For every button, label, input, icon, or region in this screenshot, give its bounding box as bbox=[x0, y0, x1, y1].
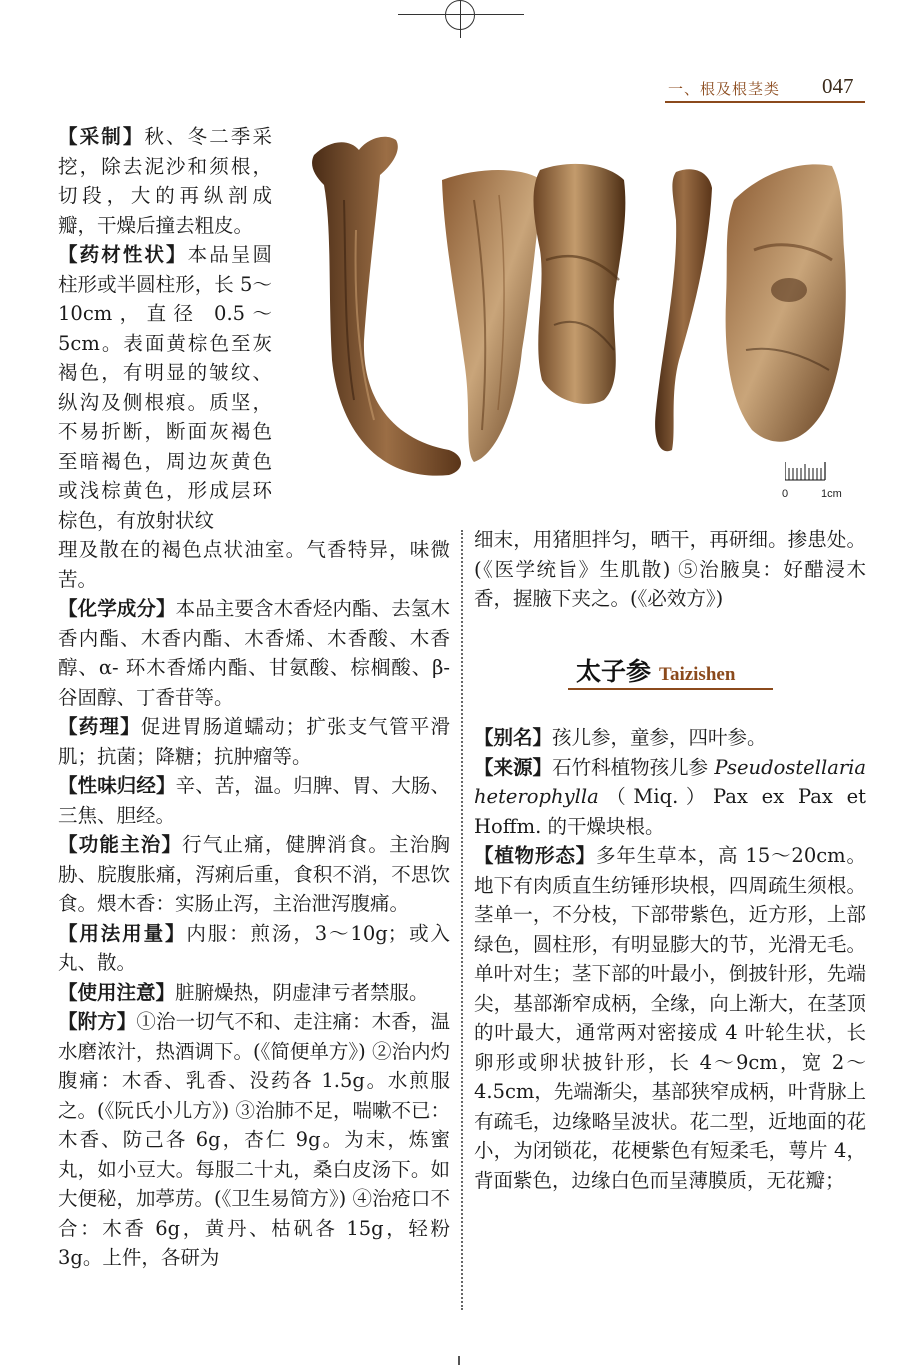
entry-caizhi bbox=[58, 122, 272, 240]
page-number: 047 bbox=[822, 74, 854, 98]
entry-bieming bbox=[474, 723, 866, 753]
label-zhuyi: 【使用注意】 bbox=[58, 980, 176, 1004]
text-zhuyi: 脏腑燥热，阴虚津亏者禁服。 bbox=[175, 980, 429, 1004]
label-laiyuan: 【来源】 bbox=[474, 755, 553, 779]
section-title-chinese: 太子参 bbox=[576, 657, 652, 686]
entry-xingzhuang bbox=[58, 240, 272, 535]
left-column-lower bbox=[58, 535, 450, 1273]
section-title-pinyin: Taizishen bbox=[659, 664, 736, 685]
text-xingzhuang-top: 本品呈圆柱形或半圆柱形，长 5～10cm，直径 0.5～5cm。表面黄棕色至灰褐色，有明显的皱纹、纵沟及侧根痕。质坚，不易折断，断面灰褐色至暗褐色，周边灰黄色或浅棕黄色，形成层环棕色，有放射状纹 bbox=[58, 243, 272, 532]
text-laiyuan-a: 石竹科植物孩儿参 bbox=[552, 755, 715, 779]
latin-genus: Pseudostellaria bbox=[714, 755, 866, 779]
label-xingwei: 【性味归经】 bbox=[58, 774, 176, 797]
label-yaoli: 【药理】 bbox=[58, 715, 141, 738]
latin-species: heterophylla bbox=[474, 785, 599, 808]
label-huaxue: 【化学成分】 bbox=[58, 597, 176, 620]
entry-gongneng bbox=[58, 830, 450, 919]
label-xingtai: 【植物形态】 bbox=[474, 844, 597, 867]
herb-root-photo bbox=[284, 110, 860, 510]
right-column-continuation bbox=[474, 525, 866, 614]
scale-bar bbox=[780, 462, 840, 502]
entry-yongfa bbox=[58, 919, 450, 978]
entry-zhuyi bbox=[58, 978, 450, 1008]
column-divider bbox=[461, 530, 463, 1310]
entry-huaxue bbox=[58, 594, 450, 712]
text-caizhi: 秋、冬二季采挖，除去泥沙和须根，切段，大的再纵剖成瓣，干燥后撞去粗皮。 bbox=[58, 125, 272, 237]
entry-laiyuan bbox=[474, 753, 866, 842]
section-title-rule bbox=[568, 688, 773, 690]
text-bieming: 孩儿参，童参，四叶参。 bbox=[552, 726, 767, 749]
label-caizhi: 【采制】 bbox=[58, 125, 145, 148]
header-rule bbox=[665, 101, 865, 103]
crop-mark-bottom bbox=[458, 1356, 460, 1365]
entry-yaoli bbox=[58, 712, 450, 771]
text-fufang: ①治一切气不和、走注痛：木香，温水磨浓汁，热酒调下。(《简便单方》) ②治内灼腹痛：木香、乳香、没药各 1.5g。水煎服之。(《阮氏小儿方》) ③治肺不足，喘嗽不已：木香、防己各 6g，杏仁 9g。为末，炼蜜丸，如小豆大。每服二十丸，桑白皮汤下。如大便秘，加葶苈。(《卫生易简方》) ④治疮口不合：木香 6g，黄丹、枯矾各 15g，轻粉 3g。上件，各研为 bbox=[58, 1010, 450, 1269]
scale-zero-label: 0 bbox=[782, 488, 789, 500]
entry-xingtai bbox=[474, 841, 866, 1195]
text-xingzhuang-bottom: 理及散在的褐色点状油室。气香特异，味微苦。 bbox=[58, 538, 450, 591]
label-yongfa: 【用法用量】 bbox=[58, 921, 187, 945]
scale-ticks bbox=[785, 462, 829, 482]
label-bieming: 【别名】 bbox=[474, 726, 553, 749]
text-huaxue: 本品主要含木香烃内酯、去氢木香内酯、木香内酯、木香烯、木香酸、木香醇、α- 环木香烯内酯、甘氨酸、棕榈酸、β- 谷固醇、丁香苷等。 bbox=[58, 597, 450, 709]
text-laiyuan-b: （Miq.）Pax ex Pax et Hoffm. 的干燥块根。 bbox=[474, 785, 866, 838]
running-head: 一、根及根茎类 bbox=[668, 80, 781, 98]
text-yaoli: 促进胃肠道蠕动；扩张支气管平滑肌；抗菌；降糖；抗肿瘤等。 bbox=[58, 715, 450, 768]
label-gongneng: 【功能主治】 bbox=[58, 833, 183, 856]
left-column-upper bbox=[58, 122, 272, 535]
text-xingtai: 多年生草本，高 15～20cm。地下有肉质直生纺锤形块根，四周疏生须根。茎单一，不分枝，下部带紫色，近方形，上部绿色，圆柱形，有明显膨大的节，光滑无毛。单叶对生；茎下部的叶最小，倒披针形，先端尖，基部渐窄成柄，全缘，向上渐大，在茎顶的叶最大，通常两对密接成 4 叶轮生状，长卵形或卵状披针形，长 4～9cm，宽 2～4.5cm，先端渐尖，基部狭窄成柄，叶背脉上有疏毛，边缘略呈波状。花二型，近地面的花小，为闭锁花，花梗紫色有短柔毛，萼片 4，背面紫色，边缘白色而呈薄膜质，无花瓣； bbox=[474, 844, 866, 1192]
text-yongfa: 内服：煎汤，3～10g；或入丸、散。 bbox=[58, 921, 450, 974]
text-gongneng: 行气止痛，健脾消食。主治胸胁、脘腹胀痛，泻痢后重，食积不消，不思饮食。煨木香：实肠止泻，主治泄泻腹痛。 bbox=[58, 833, 450, 915]
label-fufang: 【附方】 bbox=[58, 1010, 137, 1033]
right-column-taizishen bbox=[474, 723, 866, 1195]
crop-mark-circle bbox=[445, 0, 475, 30]
entry-fufang bbox=[58, 1007, 450, 1273]
section-title bbox=[576, 652, 735, 688]
text-xingwei: 辛、苦，温。归脾、胃、大肠、三焦、胆经。 bbox=[58, 774, 450, 827]
text-fufang-continued: 细末，用猪胆拌匀，晒干，再研细。掺患处。(《医学统旨》生肌散) ⑤治腋臭：好醋浸木香，握腋下夹之。(《必效方》) bbox=[474, 528, 866, 610]
entry-xingwei bbox=[58, 771, 450, 830]
scale-unit-label: 1cm bbox=[821, 488, 842, 500]
label-xingzhuang: 【药材性状】 bbox=[58, 243, 188, 266]
